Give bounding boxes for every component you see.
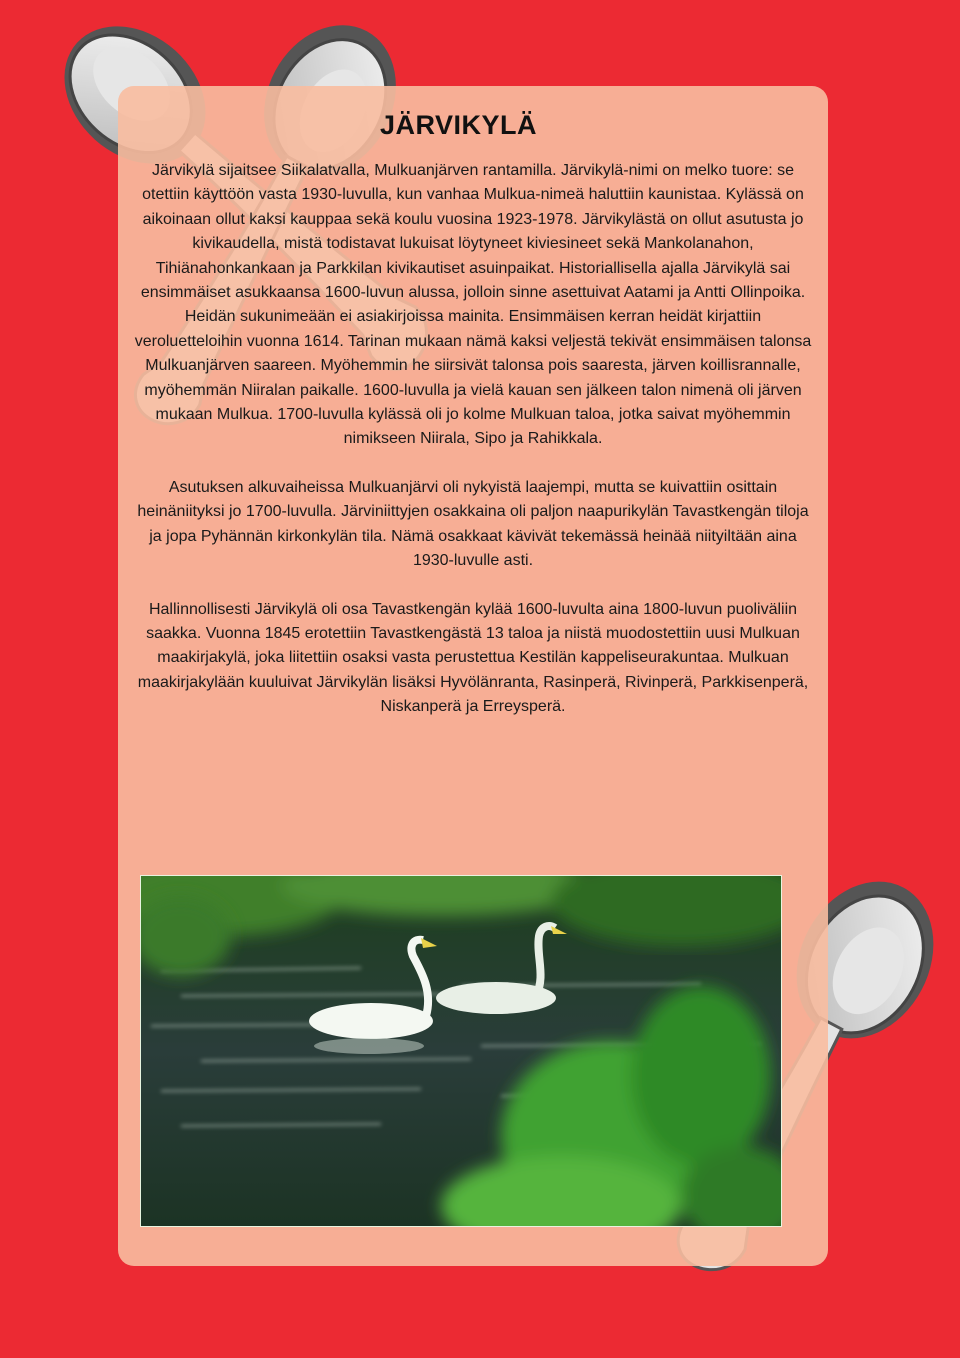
paragraph-gap <box>130 574 816 598</box>
page-title: JÄRVIKYLÄ <box>380 110 538 140</box>
paragraph-administration: Hallinnollisesti Järvikylä oli osa Tavastkengän kylää 1600-luvulta aina 1800-luvun puoliväliin saakka. Vuonna 1845 erotettiin Tavastkengästä 13 taloa ja niistä muodostettiin uusi Mulkuan maakirjakylä, joka liitettiin osaksi vasta perustettua Kestilän kappeliseurakuntaa. Mulkuan maakirjakylään kuuluivat Järvikylän lisäksi Hyvölänranta, Rasinperä, Rivinperä, Parkkisenperä, Niskanperä ja Erreysperä. <box>137 600 809 716</box>
article <box>130 110 816 720</box>
swans-image <box>141 876 781 1226</box>
swans-photo <box>140 875 782 1227</box>
paragraph-meadows: Asutuksen alkuvaiheissa Mulkuanjärvi oli nykyistä laajempi, mutta se kuivattiin osittain heinäniityksi jo 1700-luvulla. Järviniittyjen osakkaina oli paljon naapurikylän Tavastkengän tiloja ja jopa Pyhännän kirkonkylän tila. Nämä osakkaat kävivät tekemässä heinää niityiltään aina 1930-luvulle asti. <box>137 478 809 570</box>
paragraph-history: Järvikylä sijaitsee Siikalatvalla, Mulkuanjärven rantamilla. Järvikylä-nimi on melko tuore: se otettiin käyttöön vasta 1930-luvulla, kun vanhaa Mulkua-nimeä haluttiin kaunistaa. Kylässä on aikoinaan ollut kaksi kauppaa sekä koulu vuosina 1923-1978. Järvikylästä on ollut asutusta jo kivikaudella, mistä todistavat lukuisat löytyneet kiviesineet sekä Mankolanahon, Tihiänahonkankaan ja Parkkilan kivikautiset asuinpaikat. Historiallisella ajalla Järvikylä sai ensimmäiset asukkaansa 1600-luvun alussa, jolloin sinne asettuivat Aatami ja Antti Ollinpoika. Heidän sukunimeään ei asiakirjoissa mainita. Ensimmäisen kerran heidät kirjattiin veroluetteloihin vuonna 1614. Tarinan mukaan nämä kaksi veljestä tekivät ensimmäisen talonsa Mulkuanjärven saareen. Myöhemmin he siirsivät talonsa pois saaresta, järven koillisrannalle, myöhemmän Niiralan paikalle. 1600-luvulla ja vielä kauan sen jälkeen talon nimenä oli järven mukaan Mulkua. 1700-luvulla kylässä oli jo kolme Mulkuan taloa, jotka saivat myöhemmin nimikseen Niirala, Sipo ja Rahikkala. <box>134 162 812 448</box>
paragraph-gap <box>130 452 816 476</box>
